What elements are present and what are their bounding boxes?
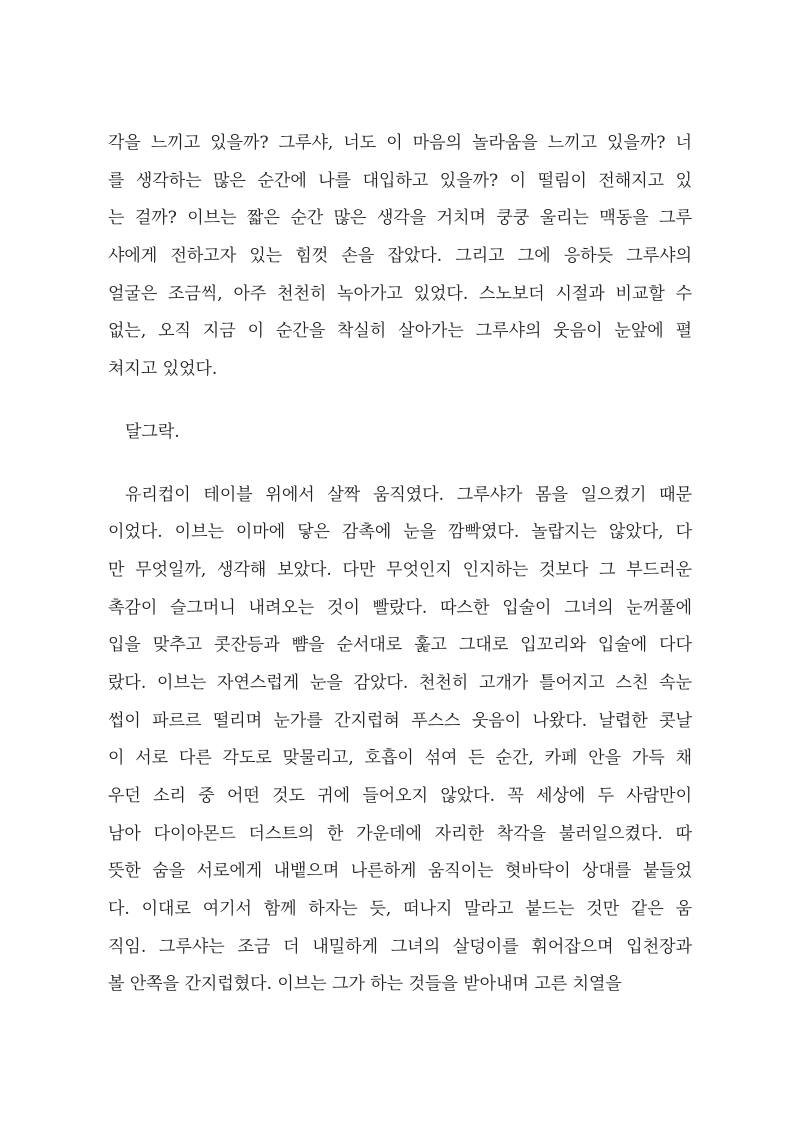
text-line: 샤에게 전하고자 있는 힘껏 손을 잡았다. 그리고 그에 응하듯 그루샤의: [108, 246, 692, 267]
text-line: 얼굴은 조금씩, 아주 천천히 녹아가고 있었다. 스노보더 시절과 비교할 수: [108, 283, 692, 304]
paragraph: [108, 414, 692, 452]
text-body: [108, 125, 692, 1004]
text-line: 이었다. 이브는 이마에 닿은 감촉에 눈을 깜빡였다. 놀랍지는 않았다, 다: [108, 522, 692, 543]
text-line: 만 무엇일까, 생각해 보았다. 다만 무엇인지 인지하는 것보다 그 부드러운: [108, 559, 692, 580]
text-line: 다. 이대로 여기서 함께 하자는 듯, 떠나지 말라고 붙드는 것만 같은 움: [108, 899, 692, 920]
text-line: 촉감이 슬그머니 내려오는 것이 빨랐다. 따스한 입술이 그녀의 눈꺼풀에: [108, 597, 692, 618]
paragraph: [108, 125, 692, 389]
paragraph: [108, 477, 692, 1005]
text-line: 이 서로 다른 각도로 맞물리고, 호흡이 섞여 든 순간, 카페 안을 가득 채: [108, 748, 692, 769]
text-line: 유리컵이 테이블 위에서 살짝 움직였다. 그루샤가 몸을 일으켰기 때문: [125, 484, 692, 505]
text-line: 는 걸까? 이브는 짧은 순간 많은 생각을 거치며 쿵쿵 울리는 맥동을 그루: [108, 208, 692, 229]
text-line: 쳐지고 있었다.: [108, 359, 218, 380]
text-line: 를 생각하는 많은 순간에 나를 대입하고 있을까? 이 떨림이 전해지고 있: [108, 170, 692, 191]
text-line: 달그락.: [125, 421, 180, 442]
text-line: 남아 다이아몬드 더스트의 한 가운데에 자리한 착각을 불러일으켰다. 따: [108, 823, 692, 844]
text-line: 직임. 그루샤는 조금 더 내밀하게 그녀의 살덩이를 휘어잡으며 입천장과: [108, 936, 692, 957]
text-line: 랐다. 이브는 자연스럽게 눈을 감았다. 천천히 고개가 틀어지고 스친 속눈: [108, 672, 692, 693]
text-line: 썹이 파르르 떨리며 눈가를 간지럽혀 푸스스 웃음이 나왔다. 날렵한 콧날: [108, 710, 692, 731]
text-line: 뜻한 숨을 서로에게 내뱉으며 나른하게 움직이는 혓바닥이 상대를 붙들었: [108, 861, 692, 882]
text-line: 입을 맞추고 콧잔등과 뺨을 순서대로 훑고 그대로 입꼬리와 입술에 다다: [108, 635, 692, 656]
paragraph-gap: [108, 452, 692, 477]
text-line: 없는, 오직 지금 이 순간을 착실히 살아가는 그루샤의 웃음이 눈앞에 펼: [108, 321, 692, 342]
paragraph-gap: [108, 389, 692, 414]
text-line: 각을 느끼고 있을까? 그루샤, 너도 이 마음의 놀라움을 느끼고 있을까? 너: [108, 133, 692, 153]
text-line: 우던 소리 중 어떤 것도 귀에 들어오지 않았다. 꼭 세상에 두 사람만이: [108, 786, 692, 806]
text-line: 볼 안쪽을 간지럽혔다. 이브는 그가 하는 것들을 받아내며 고른 치열을: [108, 974, 622, 995]
